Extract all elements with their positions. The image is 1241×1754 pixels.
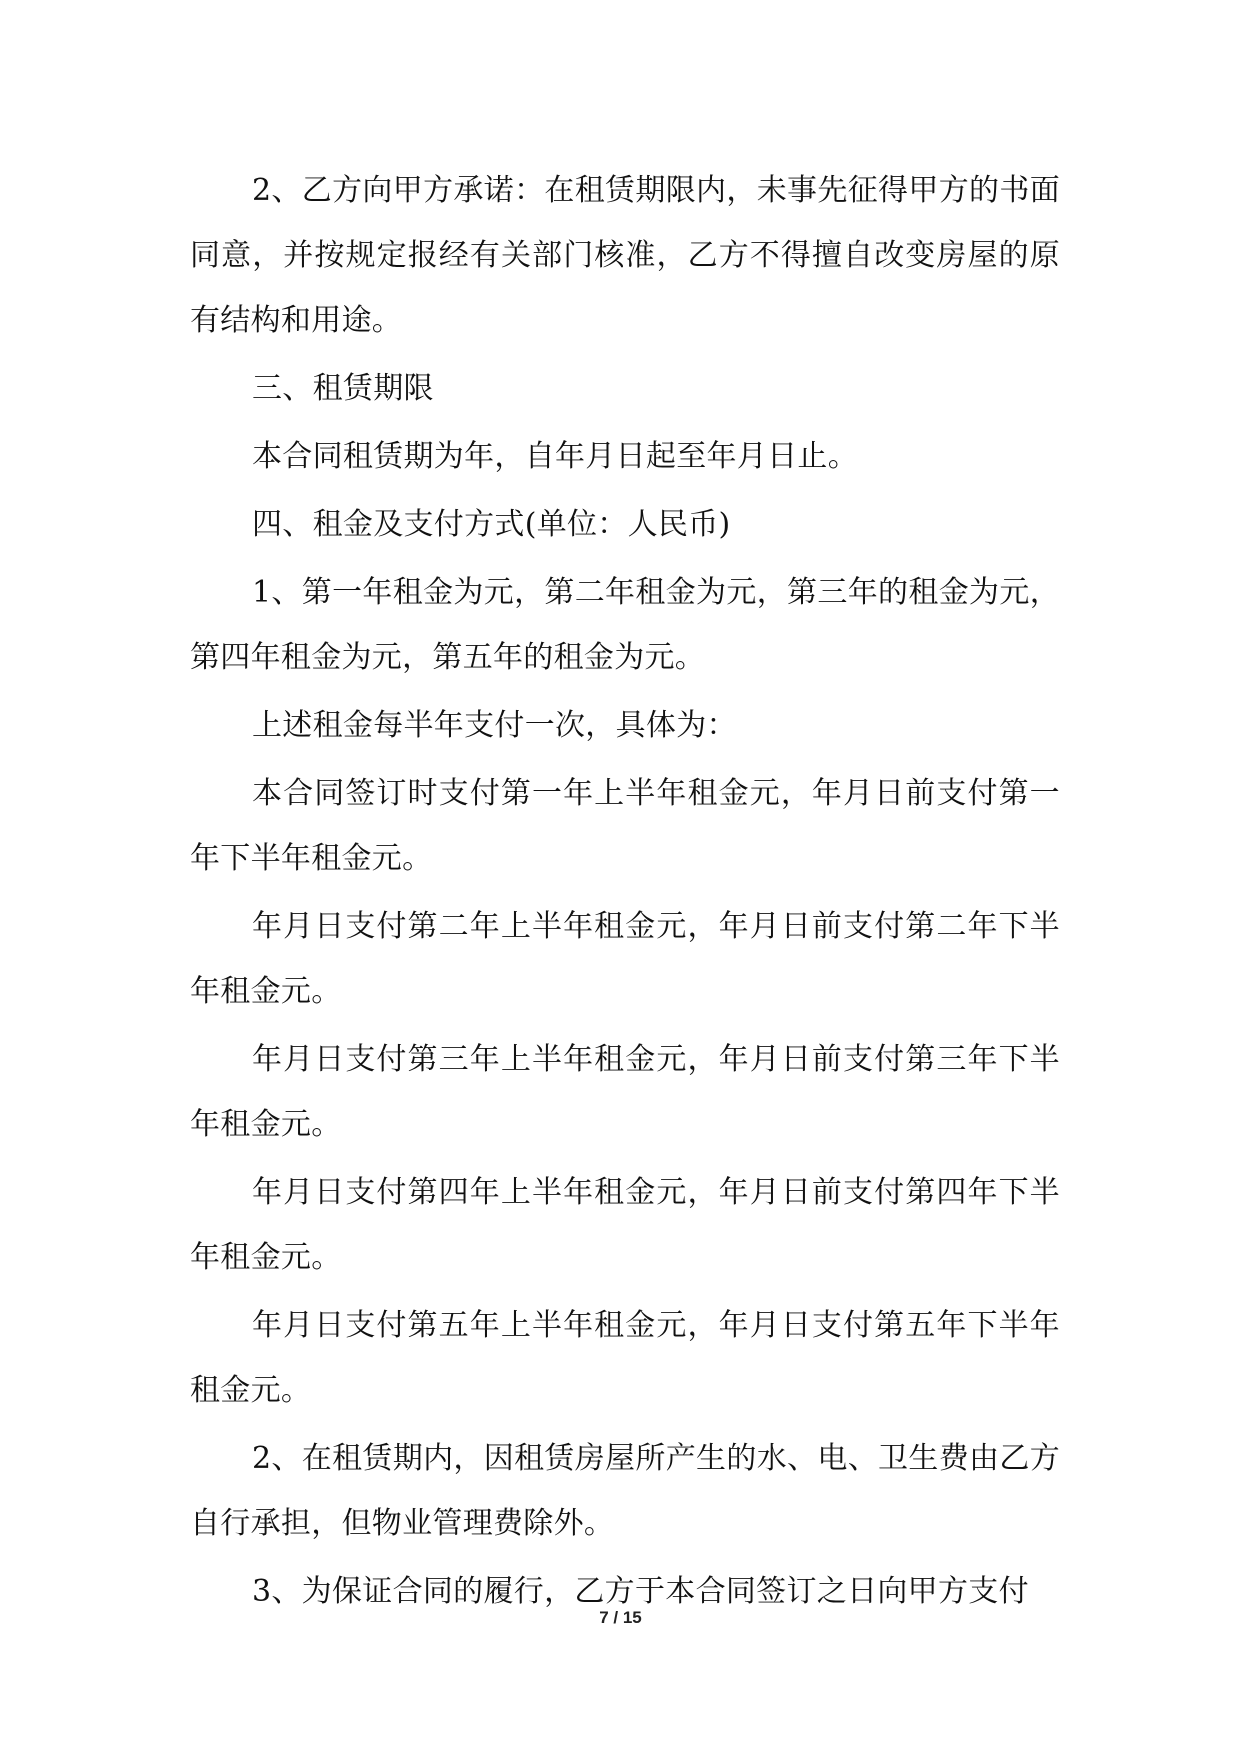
page-number: 7 / 15 — [599, 1608, 642, 1627]
paragraph-year-2-payment: 年月日支付第二年上半年租金元，年月日前支付第二年下半年租金元。 — [190, 909, 1060, 1009]
paragraph-deposit: 3、为保证合同的履行，乙方于本合同签订之日向甲方支付 — [252, 1574, 1029, 1609]
paragraph-year-4-payment: 年月日支付第四年上半年租金元，年月日前支付第四年下半年租金元。 — [190, 1175, 1060, 1275]
paragraph-year-1-payment: 本合同签订时支付第一年上半年租金元，年月日前支付第一年下半年租金元。 — [190, 776, 1060, 876]
paragraph-utilities: 2、在租赁期内，因租赁房屋所产生的水、电、卫生费由乙方自行承担，但物业管理费除外。 — [190, 1441, 1060, 1541]
paragraph-payment-schedule: 上述租金每半年支付一次，具体为： — [252, 708, 737, 743]
heading-lease-term: 三、租赁期限 — [252, 371, 434, 406]
paragraph-year-5-payment: 年月日支付第五年上半年租金元，年月日支付第五年下半年租金元。 — [190, 1308, 1060, 1408]
document-body — [190, 158, 1060, 1627]
paragraph-lease-period: 本合同租赁期为年，自年月日起至年月日止。 — [252, 439, 858, 474]
paragraph-annual-rent: 1、第一年租金为元，第二年租金为元，第三年的租金为元，第四年租金为元，第五年的租金为元。 — [190, 575, 1060, 675]
paragraph-commitment: 2、乙方向甲方承诺：在租赁期限内，未事先征得甲方的书面同意，并按规定报经有关部门核准，乙方不得擅自改变房屋的原有结构和用途。 — [190, 173, 1060, 338]
heading-rent-payment: 四、租金及支付方式(单位：人民币) — [252, 507, 731, 542]
paragraph-year-3-payment: 年月日支付第三年上半年租金元，年月日前支付第三年下半年租金元。 — [190, 1042, 1060, 1142]
